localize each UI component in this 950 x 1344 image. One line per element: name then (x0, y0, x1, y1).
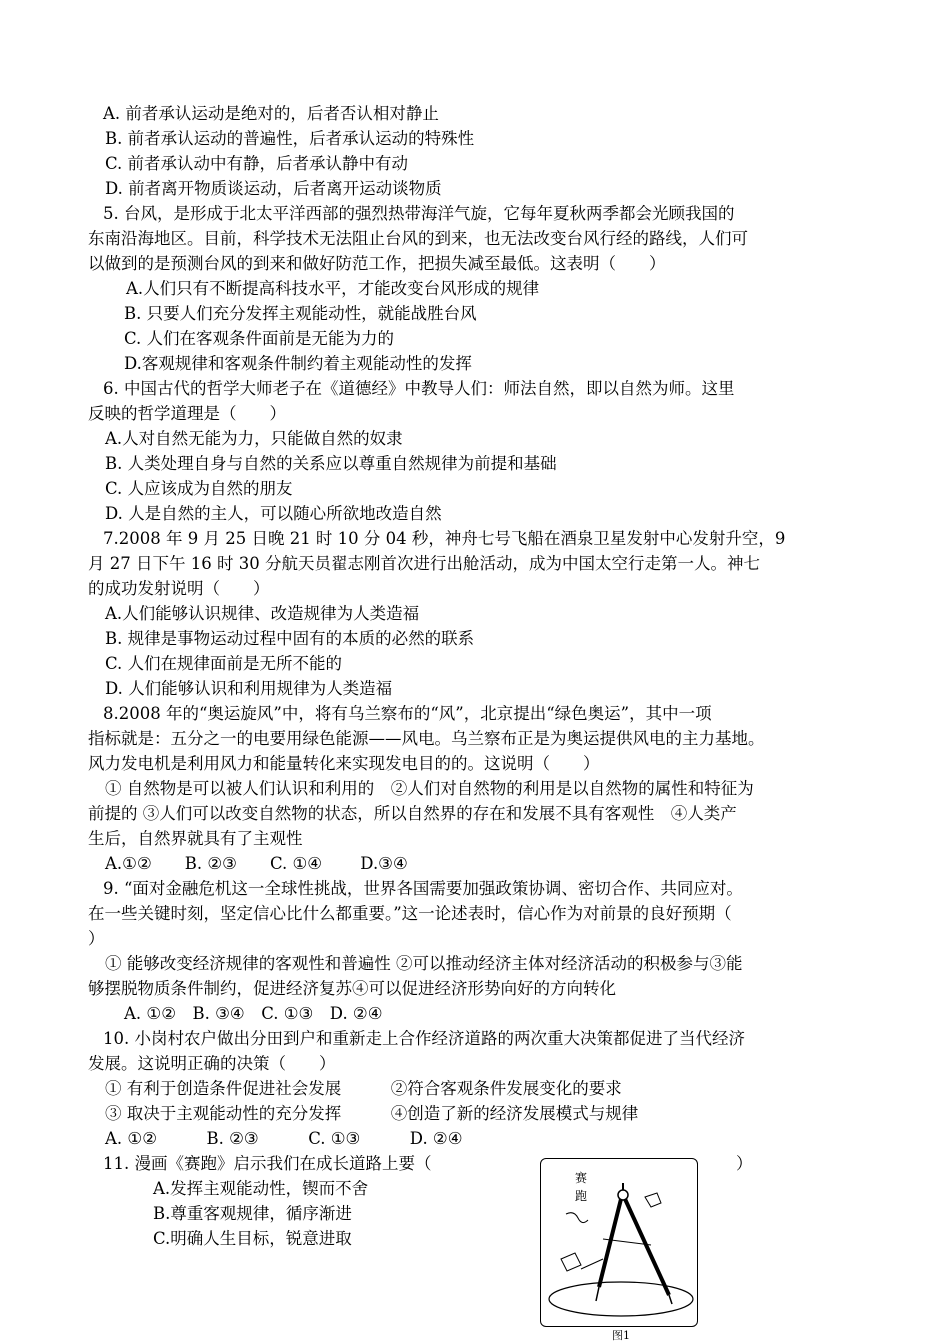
q4-option-b: B. 前者承认运动的普遍性，后者承认运动的特殊性 (105, 129, 475, 148)
q8-statements-line-2: 前提的 ③人们可以改变自然物的状态，所以自然界的存在和发展不具有客观性 ④人类产 (88, 804, 737, 823)
cartoon-title-char-2: 跑 (575, 1189, 588, 1203)
q4-option-c: C. 前者承认动中有静，后者承认静中有动 (105, 154, 409, 173)
q10-statements-line-2: ③ 取决于主观能动性的充分发挥 ④创造了新的经济发展模式与规律 (105, 1104, 639, 1123)
q5-stem-line-3: 以做到的是预测台风的到来和做好防范工作，把损失减至最低。这表明（ ） (88, 254, 666, 273)
q5-option-c: C. 人们在客观条件面前是无能为力的 (124, 329, 395, 348)
q7-stem-line-3: 的成功发射说明（ ） (88, 579, 270, 598)
q5-option-d: D.客观规律和客观条件制约着主观能动性的发挥 (124, 354, 472, 373)
q6-option-a: A.人对自然无能为力，只能做自然的奴隶 (105, 429, 403, 448)
q8-statements-line-1: ① 自然物是可以被人们认识和利用的 ②人们对自然物的利用是以自然物的属性和特征为 (105, 779, 754, 798)
q9-stem-line-2: 在一些关键时刻，坚定信心比什么都重要。”这一论述表时，信心作为对前景的良好预期（ (88, 904, 732, 923)
q10-statements-line-1: ① 有利于创造条件促进社会发展 ②符合客观条件发展变化的要求 (105, 1079, 622, 1098)
q11-stem: 11. 漫画《赛跑》启示我们在成长道路上要（ (103, 1154, 432, 1173)
q5-option-b: B. 只要人们充分发挥主观能动性，就能战胜台风 (124, 304, 477, 323)
q7-option-d: D. 人们能够认识和利用规律为人类造福 (105, 679, 393, 698)
q6-stem-line-2: 反映的哲学道理是（ ） (88, 404, 286, 423)
q7-stem-line-2: 月 27 日下午 16 时 30 分航天员翟志刚首次进行出舱活动，成为中国太空行走第一人。神七 (88, 554, 760, 573)
q6-option-b: B. 人类处理自身与自然的关系应以尊重自然规律为前提和基础 (105, 454, 557, 473)
q4-option-a: A. 前者承认运动是绝对的，后者否认相对静止 (103, 104, 439, 123)
q7-option-c: C. 人们在规律面前是无所不能的 (105, 654, 343, 673)
figure-caption: 图1 (612, 1329, 630, 1342)
q6-option-c: C. 人应该成为自然的朋友 (105, 479, 293, 498)
q11-option-a: A.发挥主观能动性，锲而不舍 (153, 1179, 369, 1198)
q7-option-b: B. 规律是事物运动过程中固有的本质的必然的联系 (105, 629, 475, 648)
compass-drawing (541, 1159, 697, 1326)
q5-option-a: A.人们只有不断提高科技水平，才能改变台风形成的规律 (126, 279, 540, 298)
cartoon-title (575, 1169, 587, 1205)
q5-stem-line-2: 东南沿海地区。目前，科学技术无法阻止台风的到来，也无法改变台风行经的路线，人们可 (88, 229, 748, 248)
q4-option-d: D. 前者离开物质谈运动，后者离开运动谈物质 (105, 179, 442, 198)
q8-stem-line-3: 风力发电机是利用风力和能量转化来实现发电目的的。这说明（ ） (88, 754, 600, 773)
q11-option-c: C.明确人生目标，锐意进取 (153, 1229, 352, 1248)
q11-stem-end: ） (736, 1154, 753, 1173)
q6-stem-line-1: 6. 中国古代的哲学大师老子在《道德经》中教导人们：师法自然，即以自然为师。这里 (103, 379, 735, 398)
q7-option-a: A.人们能够认识规律、改造规律为人类造福 (105, 604, 420, 623)
race-cartoon-figure (540, 1158, 698, 1327)
q7-stem-line-1: 7.2008 年 9 月 25 日晚 21 时 10 分 04 秒，神舟七号飞船在酒泉卫星发射中心发射升空，9 (103, 529, 786, 548)
q9-stem-line-3: ） (88, 929, 105, 948)
q10-options: A. ①② B. ②③ C. ①③ D. ②④ (105, 1129, 463, 1148)
q8-stem-line-2: 指标就是：五分之一的电要用绿色能源——风电。乌兰察布正是为奥运提供风电的主力基地。 (88, 729, 765, 748)
q9-stem-line-1: 9. “面对金融危机这一全球性挑战，世界各国需要加强政策协调、密切合作、共同应对。 (103, 879, 743, 898)
cartoon-title-char-1: 赛 (575, 1171, 588, 1185)
q5-stem-line-1: 5. 台风，是形成于北太平洋西部的强烈热带海洋气旋，它每年夏秋两季都会光顾我国的 (103, 204, 735, 223)
q6-option-d: D. 人是自然的主人，可以随心所欲地改造自然 (105, 504, 442, 523)
q9-options: A. ①② B. ③④ C. ①③ D. ②④ (124, 1004, 383, 1023)
q8-stem-line-1: 8.2008 年的“奥运旋风”中，将有乌兰察布的“风”，北京提出“绿色奥运”，其中一项 (103, 704, 712, 723)
q10-stem-line-2: 发展。这说明正确的决策（ ） (88, 1054, 336, 1073)
q10-stem-line-1: 10. 小岗村农户做出分田到户和重新走上合作经济道路的两次重大决策都促进了当代经济 (103, 1029, 745, 1048)
q9-statements-line-1: ① 能够改变经济规律的客观性和普遍性 ②可以推动经济主体对经济活动的积极参与③能 (105, 954, 743, 973)
q11-option-b: B.尊重客观规律，循序渐进 (153, 1204, 352, 1223)
q8-options: A.①② B. ②③ C. ①④ D.③④ (105, 854, 408, 873)
q8-statements-line-3: 生后，自然界就具有了主观性 (88, 829, 303, 848)
q9-statements-line-2: 够摆脱物质条件制约，促进经济复苏④可以促进经济形势向好的方向转化 (88, 979, 616, 998)
